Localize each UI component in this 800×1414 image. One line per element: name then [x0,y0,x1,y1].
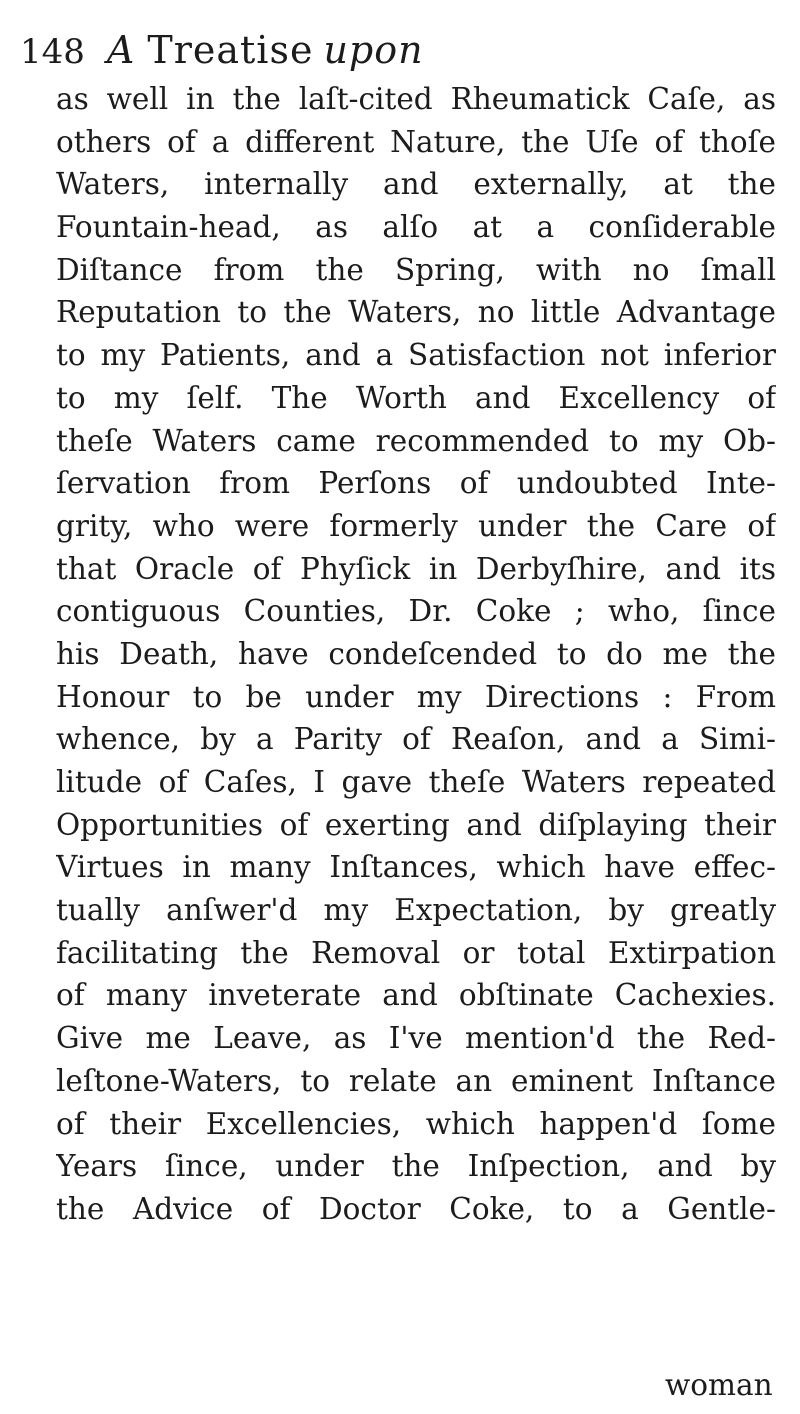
text-line: Opportunities of exerting and diſplaying their [56,807,776,842]
text-line: Honour to be under my Directions : From [56,679,776,714]
text-line: litude of Caſes, I gave theſe Waters repeated [56,765,776,799]
text-line: Waters, internally and externally, at the [56,167,776,202]
text-line: that Oracle of Phyſick in Derbyſhire, and its [56,551,776,586]
running-title-word: Treatise [147,28,314,72]
text-line: of their Excellencies, which happen'd ſome [56,1106,776,1141]
text-line: leſtone-Waters, to relate an eminent Inſtance [56,1063,776,1098]
text-line: the Advice of Doctor Coke, to a Gentle- [56,1191,776,1226]
running-title-upon: upon [323,28,424,72]
text-line: Diſtance from the Spring, with no ſmall [56,252,776,287]
text-line: Give me Leave, as I've mention'd the Red- [56,1021,776,1056]
page-number: 148 [20,32,85,72]
text-line: theſe Waters came recommended to my Ob- [56,423,776,458]
text-line: Virtues in many Inſtances, which have effec- [56,850,776,885]
text-line: whence, by a Parity of Reaſon, and a Simi- [56,722,776,757]
text-line: to my Patients, and a Satisfaction not inferior [56,338,776,373]
text-line: ſervation from Perſons of undoubted Inte- [56,466,776,501]
text-line: others of a different Nature, the Uſe of thoſe [56,124,776,159]
text-line: as well in the laſt-cited Rheumatick Caſe, as [56,82,776,116]
running-title [107,28,424,72]
text-line: Fountain-head, as alſo at a conſiderable [56,210,776,245]
running-head [20,28,424,78]
running-title-article: A [106,28,136,72]
text-line: grity, who were formerly under the Care of [56,508,776,543]
catchword: woman [665,1368,773,1402]
text-line: facilitating the Removal or total Extirpation [56,935,776,970]
text-line: contiguous Counties, Dr. Coke ; who, ſince [56,594,776,629]
text-line: of many inveterate and obſtinate Cachexies. [56,978,776,1013]
text-line: to my ſelf. The Worth and Excellency of [56,380,776,415]
text-line: his Death, have condeſcended to do me the [56,636,776,671]
text-line: Reputation to the Waters, no little Advantage [56,295,776,330]
body-text [56,78,776,1231]
text-line: tually anſwer'd my Expectation, by greatly [56,893,776,928]
text-line: Years ſince, under the Inſpection, and by [56,1149,776,1184]
